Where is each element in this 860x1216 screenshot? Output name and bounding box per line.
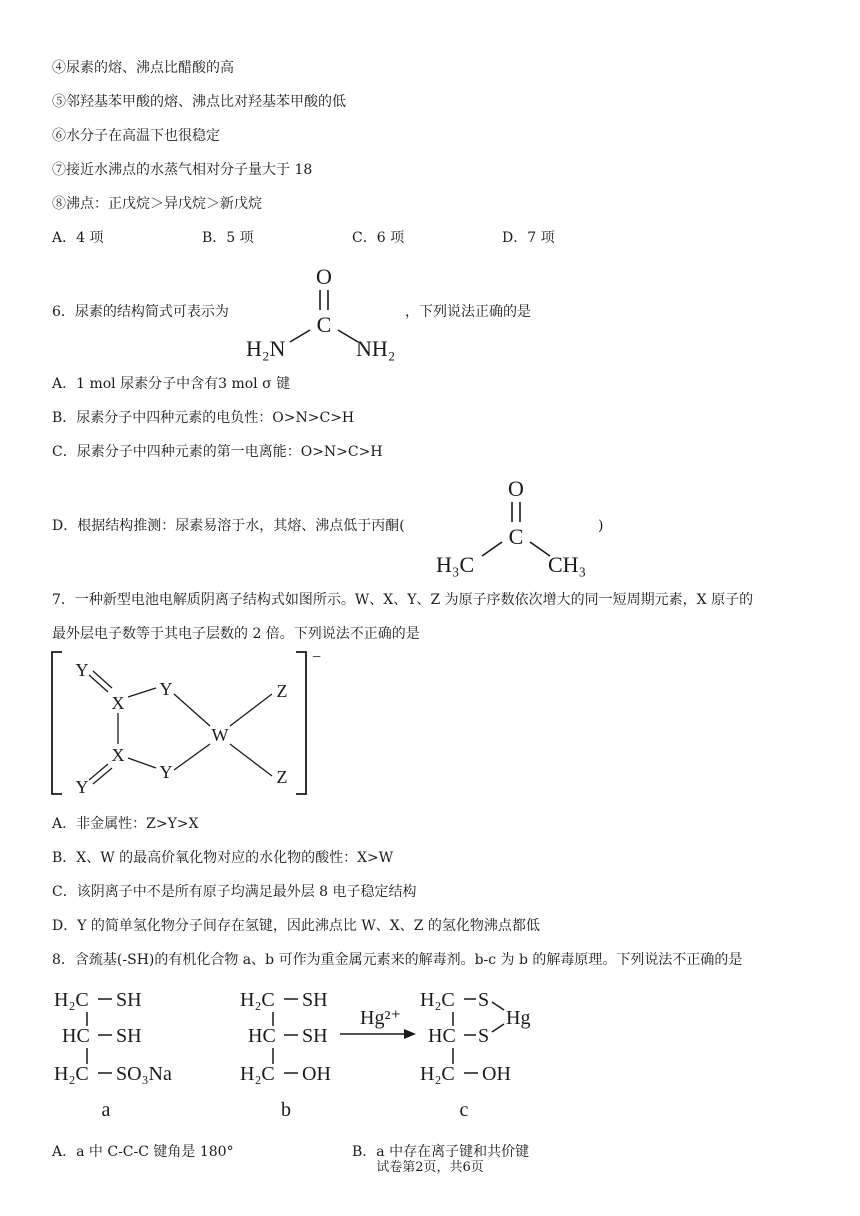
- compound-c: [420, 989, 530, 1121]
- q5-item-7: ⑦接近水沸点的水蒸气相对分子量大于 18: [52, 162, 313, 178]
- label-a: a: [101, 1099, 111, 1121]
- urea-structure: [240, 262, 410, 362]
- anion-z-bottom: Z: [276, 767, 288, 787]
- q7-stem-line1: 7．一种新型电池电解质阴离子结构式如图所示。W、X、Y、Z 为原子序数依次增大的同一短周期元素，X 原子的: [52, 592, 754, 608]
- q6-option-d-after: ): [598, 518, 604, 534]
- anion-z-top: Z: [276, 681, 288, 701]
- compound-a: [54, 989, 172, 1121]
- c-s-top: S: [478, 989, 490, 1011]
- acetone-h3c: H₃C: [436, 552, 475, 577]
- acetone-structure: [432, 474, 602, 578]
- urea-c: C: [316, 312, 332, 337]
- q6-stem-after: ，下列说法正确的是: [405, 304, 531, 320]
- q7-option-d: D．Y 的简单氢化物分子间存在氢键，因此沸点比 W、X、Z 的氢化物沸点都低: [52, 918, 540, 934]
- b-oh: OH: [302, 1063, 331, 1085]
- q7-option-a: A．非金属性：Z>Y>X: [52, 816, 199, 832]
- anion-y-bottom: Y: [75, 777, 89, 797]
- anion-y-mid-top: Y: [159, 679, 173, 699]
- reagent-hg2plus: Hg²⁺: [360, 1007, 401, 1029]
- urea-nh2: NH₂: [356, 336, 396, 361]
- c-s-mid: S: [478, 1025, 490, 1047]
- a-sh-top: SH: [116, 989, 142, 1011]
- page-footer: 试卷第2页，共6页: [376, 1160, 484, 1175]
- thiol-reaction-scheme: [40, 980, 560, 1126]
- anion-y-top: Y: [75, 660, 89, 680]
- b-h2c-bottom: H₂C: [240, 1063, 275, 1085]
- q5-item-5: ⑤邻羟基苯甲酸的熔、沸点比对羟基苯甲酸的低: [52, 94, 346, 110]
- b-sh-top: SH: [302, 989, 328, 1011]
- anion-w: W: [211, 725, 229, 745]
- q6-option-b: B．尿素分子中四种元素的电负性：O>N>C>H: [52, 410, 355, 426]
- q5-option-a: A．4 项: [52, 230, 104, 246]
- q8-option-b: B．a 中存在离子键和共价键: [352, 1144, 530, 1160]
- b-hc: HC: [248, 1025, 276, 1047]
- anion-x-bottom: X: [111, 745, 125, 765]
- q5-option-b: B．5 项: [202, 230, 254, 246]
- q5-item-4: ④尿素的熔、沸点比醋酸的高: [52, 60, 234, 76]
- c-hg: Hg: [506, 1007, 531, 1029]
- urea-o: O: [316, 264, 332, 289]
- a-h2c-bottom: H₂C: [54, 1063, 89, 1085]
- c-hc: HC: [428, 1025, 456, 1047]
- q6-stem-before: 6．尿素的结构简式可表示为: [52, 304, 229, 320]
- compound-b: [240, 989, 331, 1121]
- q6-option-d-before: D．根据结构推测：尿素易溶于水，其熔、沸点低于丙酮(: [52, 518, 405, 534]
- label-b: b: [281, 1099, 291, 1121]
- q7-stem-line2: 最外层电子数等于其电子层数的 2 倍。下列说法不正确的是: [52, 626, 420, 642]
- acetone-o: O: [508, 476, 524, 501]
- anion-charge: −: [312, 649, 322, 666]
- c-oh: OH: [482, 1063, 511, 1085]
- q6-option-a: A．1 mol 尿素分子中含有3 mol σ 键: [52, 376, 291, 392]
- anion-structure: [44, 648, 334, 800]
- b-sh-mid: SH: [302, 1025, 328, 1047]
- label-c: c: [459, 1099, 469, 1121]
- q5-option-c: C．6 项: [352, 230, 405, 246]
- acetone-ch3: CH₃: [548, 552, 587, 577]
- b-h2c-top: H₂C: [240, 989, 275, 1011]
- urea-h2n: H₂N: [246, 336, 286, 361]
- a-hc: HC: [62, 1025, 90, 1047]
- a-so3na: SO₃Na: [116, 1063, 172, 1085]
- acetone-c: C: [508, 524, 524, 549]
- q8-stem: 8．含巯基(-SH)的有机化合物 a、b 可作为重金属元素来的解毒剂。b-c 为 b 的解毒原理。下列说法不正确的是: [52, 952, 743, 968]
- a-h2c-top: H₂C: [54, 989, 89, 1011]
- q5-option-d: D．7 项: [502, 230, 555, 246]
- c-h2c-bottom: H₂C: [420, 1063, 455, 1085]
- q8-option-a: A．a 中 C-C-C 键角是 180°: [52, 1144, 234, 1160]
- anion-y-mid-bottom: Y: [159, 762, 173, 782]
- q7-option-b: B．X、W 的最高价氧化物对应的水化物的酸性：X>W: [52, 850, 394, 866]
- q6-option-c: C．尿素分子中四种元素的第一电离能：O>N>C>H: [52, 444, 383, 460]
- arrow-head: [404, 1029, 416, 1039]
- anion-x-top: X: [111, 693, 125, 713]
- c-h2c-top: H₂C: [420, 989, 455, 1011]
- q7-option-c: C．该阴离子中不是所有原子均满足最外层 8 电子稳定结构: [52, 884, 417, 900]
- q5-item-8: ⑧沸点：正戊烷＞异戊烷＞新戊烷: [52, 196, 262, 212]
- q5-item-6: ⑥水分子在高温下也很稳定: [52, 128, 220, 144]
- a-sh-mid: SH: [116, 1025, 142, 1047]
